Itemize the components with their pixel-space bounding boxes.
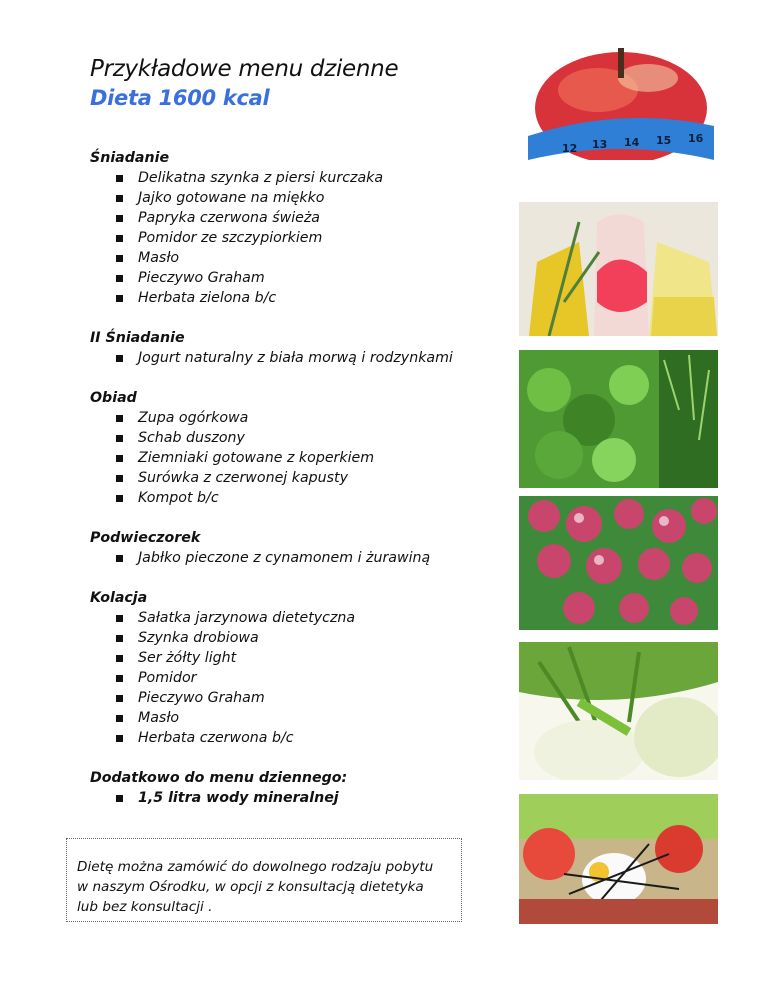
list-item: Schab duszony [90,428,510,448]
section-title: II Śniadanie [90,330,185,346]
menu-section-dinner [90,588,510,748]
tape-mark: 16 [688,132,704,145]
oil-bottles-photo [519,202,718,336]
diet-subtitle: Dieta 1600 kcal [90,86,270,110]
list-item: Ziemniaki gotowane z koperkiem [90,448,510,468]
section-title: Śniadanie [90,150,170,166]
salad-photo [519,794,718,924]
list-item: Pieczywo Graham [90,268,510,288]
menu-section-breakfast [90,148,510,308]
list-item: Herbata zielona b/c [90,288,510,308]
menu-section-extras [90,768,510,808]
fennel-photo [519,642,718,780]
list-item: Masło [90,708,510,728]
list-item: Ser żółty light [90,648,510,668]
list-item: Pomidor ze szczypiorkiem [90,228,510,248]
list-item: Jogurt naturalny z biała morwą i rodzynkami [90,348,510,368]
list-item: Kompot b/c [90,488,510,508]
list-item: Zupa ogórkowa [90,408,510,428]
section-title: Obiad [90,390,137,406]
list-item: Pomidor [90,668,510,688]
section-title: Kolacja [90,590,148,606]
tape-mark: 13 [592,138,608,151]
list-item: 1,5 litra wody mineralnej [90,788,510,808]
section-title: Dodatkowo do menu dziennego: [90,770,348,786]
tape-mark: 12 [562,142,578,155]
list-item: Pieczywo Graham [90,688,510,708]
page-title: Przykładowe menu dzienne [90,56,399,82]
list-item: Delikatna szynka z piersi kurczaka [90,168,510,188]
list-item: Szynka drobiowa [90,628,510,648]
info-note: Dietę można zamówić do dowolnego rodzaju pobytu w naszym Ośrodku, w opcji z konsultacją dietetyka lub bez konsultacji . [66,838,462,922]
list-item: Herbata czerwona b/c [90,728,510,748]
list-item: Jajko gotowane na miękko [90,188,510,208]
herbs-photo [519,350,718,488]
menu-section-afternoon-snack [90,528,510,568]
list-item: Masło [90,248,510,268]
tape-mark: 15 [656,134,672,147]
list-item: Sałatka jarzynowa dietetyczna [90,608,510,628]
menu-section-second-breakfast [90,328,510,368]
list-item: Papryka czerwona świeża [90,208,510,228]
list-item: Surówka z czerwonej kapusty [90,468,510,488]
menu-section-lunch [90,388,510,508]
apple-tape-photo [528,48,714,160]
section-title: Podwieczorek [90,530,201,546]
tape-mark: 14 [624,136,640,149]
list-item: Jabłko pieczone z cynamonem i żurawiną [90,548,510,568]
daily-menu [90,148,510,828]
radishes-photo [519,496,718,630]
